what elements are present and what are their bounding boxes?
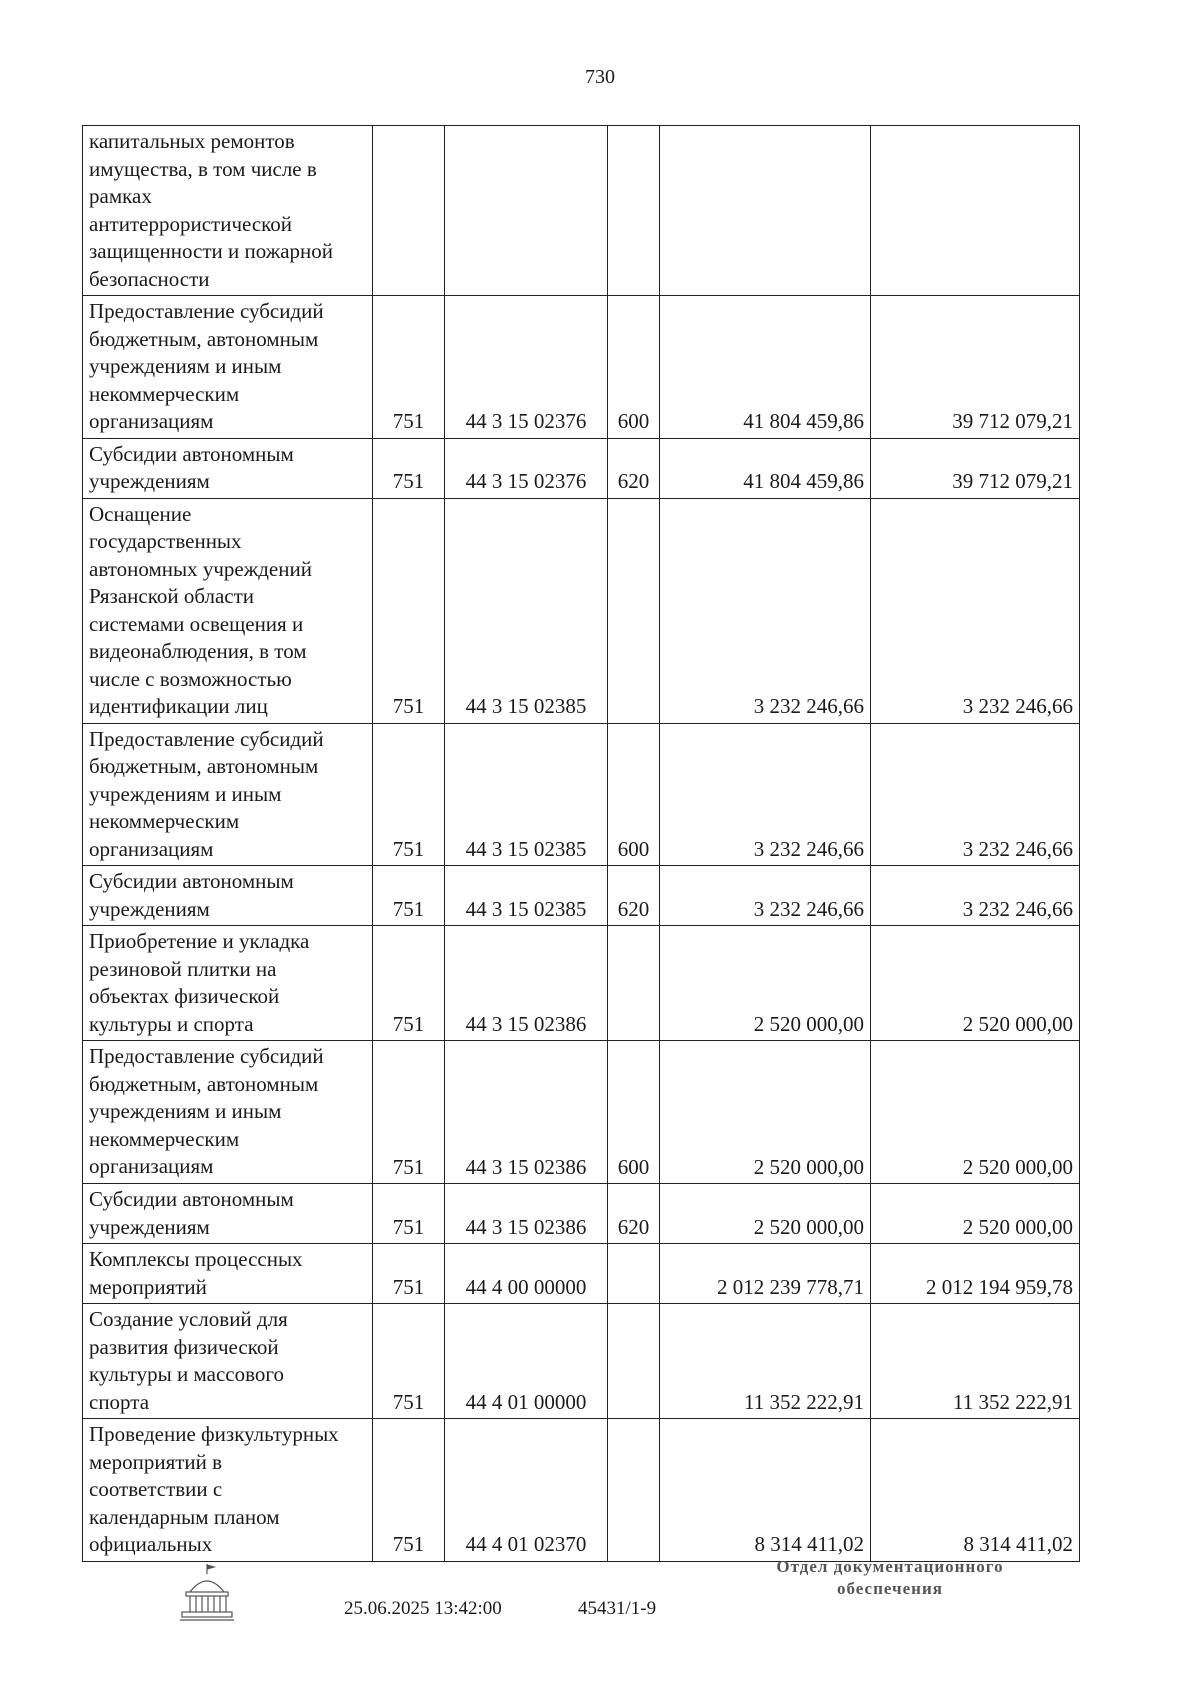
item-name: Приобретение и укладка резиновой плитки на объектах физической культуры и спорта [83, 926, 373, 1041]
duma-building-logo [176, 1562, 238, 1624]
amount-year-2: 2 520 000,00 [871, 1184, 1080, 1244]
ministry-code: 751 [373, 1419, 445, 1562]
footer-datetime: 25.06.2025 13:42:00 [344, 1598, 502, 1619]
ministry-code: 751 [373, 498, 445, 723]
amount-year-2: 39 712 079,21 [871, 296, 1080, 439]
target-article-code: 44 3 15 02385 [445, 498, 608, 723]
target-article-code: 44 3 15 02386 [445, 1041, 608, 1184]
amount-year-2: 2 520 000,00 [871, 926, 1080, 1041]
target-article-code: 44 3 15 02386 [445, 926, 608, 1041]
table-row [83, 438, 1080, 498]
amount-year-1: 2 520 000,00 [660, 926, 871, 1041]
item-name: Субсидии автономным учреждениям [83, 1184, 373, 1244]
item-name: Оснащение государственных автономных учреждений Рязанской области системами освещения и видеонаблюдения, в том числе с возможностью идентификации лиц [83, 498, 373, 723]
ministry-code: 751 [373, 1304, 445, 1419]
expense-type-code [608, 1244, 660, 1304]
expense-type-code: 620 [608, 866, 660, 926]
footer-doc-number: 45431/1-9 [578, 1598, 657, 1619]
stamp-line-1: Отдел документационного [776, 1557, 1004, 1576]
target-article-code [445, 126, 608, 296]
item-name: Создание условий для развития физической культуры и массового спорта [83, 1304, 373, 1419]
table-row [83, 926, 1080, 1041]
table-row [83, 296, 1080, 439]
table-row [83, 1041, 1080, 1184]
stamp-line-2: обеспечения [837, 1579, 943, 1598]
amount-year-2: 11 352 222,91 [871, 1304, 1080, 1419]
target-article-code: 44 4 00 00000 [445, 1244, 608, 1304]
amount-year-2: 2 012 194 959,78 [871, 1244, 1080, 1304]
table-row [83, 1184, 1080, 1244]
expense-type-code [608, 1304, 660, 1419]
expense-type-code [608, 1419, 660, 1562]
target-article-code: 44 3 15 02386 [445, 1184, 608, 1244]
budget-table [82, 125, 1080, 1562]
ministry-code: 751 [373, 1244, 445, 1304]
table-row [83, 1419, 1080, 1562]
expense-type-code: 600 [608, 1041, 660, 1184]
amount-year-2: 3 232 246,66 [871, 723, 1080, 866]
expense-type-code [608, 126, 660, 296]
item-name: Предоставление субсидий бюджетным, автономным учреждениям и иным некоммерческим организациям [83, 723, 373, 866]
ministry-code: 751 [373, 926, 445, 1041]
amount-year-2: 2 520 000,00 [871, 1041, 1080, 1184]
amount-year-2: 39 712 079,21 [871, 438, 1080, 498]
target-article-code: 44 3 15 02385 [445, 723, 608, 866]
expense-type-code: 620 [608, 1184, 660, 1244]
amount-year-2: 3 232 246,66 [871, 866, 1080, 926]
expense-type-code: 620 [608, 438, 660, 498]
amount-year-1: 41 804 459,86 [660, 438, 871, 498]
amount-year-2: 8 314 411,02 [871, 1419, 1080, 1562]
target-article-code: 44 4 01 02370 [445, 1419, 608, 1562]
target-article-code: 44 4 01 00000 [445, 1304, 608, 1419]
amount-year-1: 2 520 000,00 [660, 1184, 871, 1244]
expense-type-code [608, 498, 660, 723]
ministry-code: 751 [373, 1041, 445, 1184]
amount-year-1: 11 352 222,91 [660, 1304, 871, 1419]
department-stamp [740, 1556, 1040, 1600]
amount-year-1 [660, 126, 871, 296]
item-name: Предоставление субсидий бюджетным, автономным учреждениям и иным некоммерческим организациям [83, 1041, 373, 1184]
ministry-code: 751 [373, 1184, 445, 1244]
item-name: Предоставление субсидий бюджетным, автономным учреждениям и иным некоммерческим организациям [83, 296, 373, 439]
ministry-code [373, 126, 445, 296]
table-row [83, 866, 1080, 926]
expense-type-code: 600 [608, 723, 660, 866]
target-article-code: 44 3 15 02385 [445, 866, 608, 926]
target-article-code: 44 3 15 02376 [445, 438, 608, 498]
amount-year-1: 3 232 246,66 [660, 866, 871, 926]
page-number: 730 [585, 66, 615, 88]
table-row [83, 723, 1080, 866]
item-name: Комплексы процессных мероприятий [83, 1244, 373, 1304]
table-row [83, 1244, 1080, 1304]
amount-year-1: 3 232 246,66 [660, 723, 871, 866]
amount-year-2 [871, 126, 1080, 296]
item-name: Субсидии автономным учреждениям [83, 866, 373, 926]
ministry-code: 751 [373, 438, 445, 498]
amount-year-1: 3 232 246,66 [660, 498, 871, 723]
expense-type-code: 600 [608, 296, 660, 439]
ministry-code: 751 [373, 296, 445, 439]
target-article-code: 44 3 15 02376 [445, 296, 608, 439]
expense-type-code [608, 926, 660, 1041]
item-name: Субсидии автономным учреждениям [83, 438, 373, 498]
ministry-code: 751 [373, 866, 445, 926]
table-row [83, 126, 1080, 296]
amount-year-2: 3 232 246,66 [871, 498, 1080, 723]
table-row [83, 498, 1080, 723]
table-row [83, 1304, 1080, 1419]
amount-year-1: 2 520 000,00 [660, 1041, 871, 1184]
amount-year-1: 41 804 459,86 [660, 296, 871, 439]
amount-year-1: 2 012 239 778,71 [660, 1244, 871, 1304]
item-name: Проведение физкультурных мероприятий в соответствии с календарным планом официальных [83, 1419, 373, 1562]
amount-year-1: 8 314 411,02 [660, 1419, 871, 1562]
ministry-code: 751 [373, 723, 445, 866]
item-name: капитальных ремонтов имущества, в том числе в рамках антитеррористической защищенности и пожарной безопасности [83, 126, 373, 296]
